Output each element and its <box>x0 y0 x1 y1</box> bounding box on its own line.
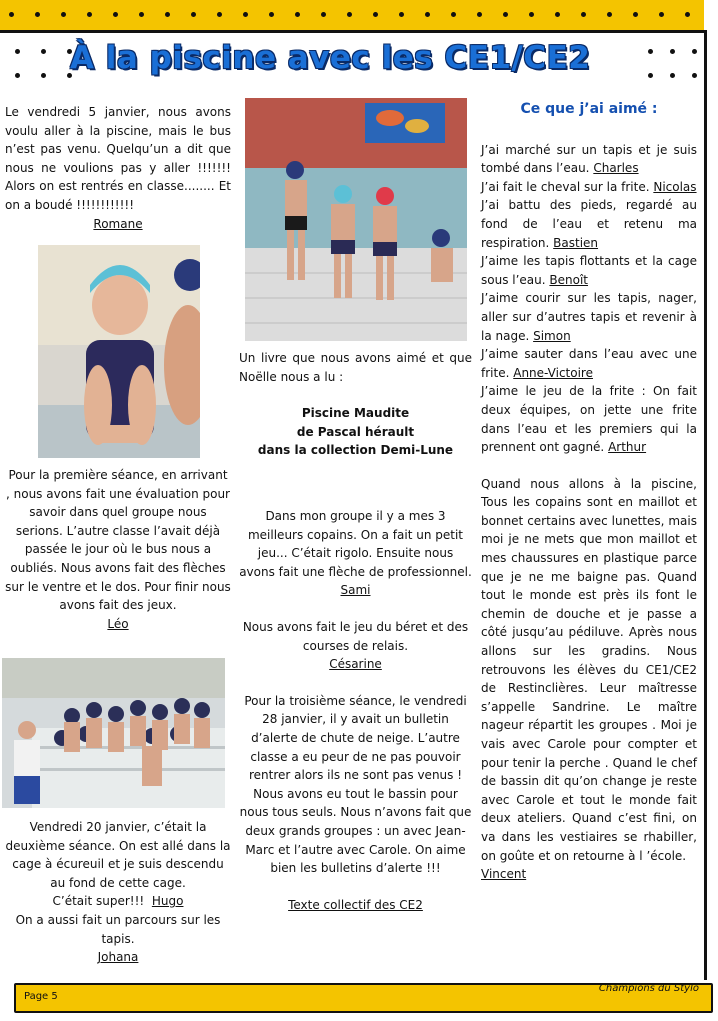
decorative-dot <box>269 12 274 17</box>
author-romane: Romane <box>93 216 143 231</box>
like-item <box>481 178 697 197</box>
book-intro: Un livre que nous avons aimé et que Noëlle nous a lu : <box>239 351 472 384</box>
like-item <box>481 345 697 382</box>
paragraph-friends: Dans mon groupe il y a mes 3 meilleurs copains. On a fait un petit jeu... C’était rigolo. Ensuite nous avons fait une flèche de professionnel. <box>239 509 472 579</box>
decorative-dot <box>217 12 222 17</box>
like-item <box>481 289 697 345</box>
paragraph-third-session: Pour la troisième séance, le vendredi 28 janvier, il y avait un bulletin d’alerte de chute de neige. L’autre classe a eu peur de ne pas pouvoir rentrer alors ils ne sont pas venus ! Nous avons eu tout le bassin pour nous tous seuls. Nous n’avons fait que deux grands groupes : un avec Jean-Marc et l’autre avec Carole. On aime bien les bulletins d’alerte !!! <box>239 693 472 876</box>
decorative-dot <box>670 73 675 78</box>
photo-group-on-stands <box>2 658 225 808</box>
decorative-dot <box>555 12 560 17</box>
decorative-dot <box>648 49 653 54</box>
paragraph-second-session: Vendredi 20 janvier, c’était la deuxième séance. On est allé dans la cage à écureuil et je suis descendu au fond de cette cage. <box>5 820 231 890</box>
decorative-dot <box>692 49 697 54</box>
decorative-dot <box>191 12 196 17</box>
decorative-dot <box>648 73 653 78</box>
band-border <box>0 30 706 33</box>
decorative-dot <box>113 12 118 17</box>
column-right <box>481 100 697 884</box>
top-yellow-band <box>0 0 704 30</box>
decorative-dot <box>607 12 612 17</box>
paragraph-parcours: On a aussi fait un parcours sur les tapis. <box>15 912 221 946</box>
decorative-dot <box>61 12 66 17</box>
decorative-dot <box>692 73 697 78</box>
decorative-dot <box>41 49 46 54</box>
author-sami: Sami <box>340 583 371 598</box>
author-hugo: Hugo <box>151 894 184 909</box>
like-item <box>481 382 697 456</box>
decorative-dot <box>399 12 404 17</box>
like-author: Benoît <box>549 272 589 287</box>
author-vincent: Vincent <box>481 867 527 882</box>
like-author: Bastien <box>553 235 599 250</box>
like-text: J’aime le jeu de la frite : On fait deux équipes, on jette une frite dans l’eau et les premiers qui la prennent ont gagné. <box>481 384 697 455</box>
page-title: À la piscine avec les CE1/CE2 <box>70 40 591 76</box>
like-text: J’aime courir sur les tapis, nager, aller sur d’autres tapis et revenir à la nage. <box>481 291 697 343</box>
decorative-dot <box>139 12 144 17</box>
decorative-dot <box>451 12 456 17</box>
author-leo: Léo <box>107 616 129 631</box>
like-text: J’ai marché sur un tapis et je suis tombé dans l’eau. <box>481 142 697 176</box>
photo-girl-swimmer <box>38 245 200 458</box>
decorative-dot <box>321 12 326 17</box>
decorative-dot <box>685 12 690 17</box>
book-collection: dans la collection Demi-Lune <box>257 443 454 458</box>
column-left <box>5 103 231 233</box>
like-author: Nicolas <box>653 179 697 194</box>
decorative-dot <box>581 12 586 17</box>
page-number: Page 5 <box>24 991 58 1002</box>
decorative-dot <box>503 12 508 17</box>
decorative-dot <box>425 12 430 17</box>
column-middle-stories <box>239 507 472 914</box>
likes-list <box>481 141 697 457</box>
magazine-name: Champions du Stylo <box>598 983 699 994</box>
decorative-dot <box>35 12 40 17</box>
author-johana: Johana <box>97 950 139 965</box>
paragraph-bus: Le vendredi 5 janvier, nous avons voulu aller à la piscine, mais le bus n’est pas venu. Quelqu’un a dit que nous ne voulions pas y aller !!!!!!! Alors on est rentrés en classe........ Et on a boudé !!!!!!!!!!!! <box>5 105 231 212</box>
book-title: Piscine Maudite <box>301 406 410 421</box>
section-heading: Ce que j’ai aimé : <box>520 101 658 117</box>
like-author: Arthur <box>608 440 647 455</box>
like-text: J’ai battu des pieds, regardé au fond de l’eau et retenu ma respiration. <box>481 198 697 250</box>
like-author: Simon <box>533 328 571 343</box>
like-text: J’aime les tapis flottants et la cage sous l’eau. <box>481 254 697 287</box>
book-author: de Pascal hérault <box>296 424 415 439</box>
decorative-dot <box>659 12 664 17</box>
paragraph-first-session: Pour la première séance, en arrivant , nous avons fait une évaluation pour savoir dans quel groupe nous serions. L’autre classe l’avait déjà passée le jour où le bus nous a oubliés. Nous avons fait des flèches sur le ventre et le dos. Pour finir nous avons fait des jeux. <box>5 468 231 613</box>
decorative-dot <box>15 73 20 78</box>
decorative-dot <box>529 12 534 17</box>
decorative-dot <box>633 12 638 17</box>
decorative-dot <box>9 12 14 17</box>
like-item <box>481 252 697 289</box>
decorative-dot <box>347 12 352 17</box>
decorative-dot <box>87 12 92 17</box>
author-cesarine: Césarine <box>329 657 382 672</box>
like-author: Anne-Victoire <box>513 365 593 380</box>
paragraph-games: Nous avons fait le jeu du béret et des courses de relais. <box>242 619 469 653</box>
paragraph-vincent: Quand nous allons à la piscine, Tous les copains sont en maillot et bonnet certains avec lunettes, mais moi je ne mets que mon maillot et mes chaussures en plastique parce que je ne me baigne pas. Quand tout le monde est près ils font le chemin de douche et je passe a côté jusqu’au pédiluve. Après nous allons sur les gradins. Nous retrouvons les élèves du CE1/CE2 de Restinclières. Leur maîtresse s’appelle Sandrine. Le maître nageur répartit les groupes . Moi je vais avec Carole pour compter et pour tenir la perche . Quand le chef de bassin dit qu’on change je reste avec Carole et tout le monde fait deux ateliers. Quand c’est fini, on va dans les vestiaires se rhabiller, on goûte et on retourne à l ’école. <box>481 476 697 863</box>
decorative-dot <box>477 12 482 17</box>
footer <box>14 977 711 1013</box>
column-left-bottom <box>5 818 231 967</box>
like-text: J’ai fait le cheval sur la frite. <box>481 179 650 194</box>
photo-kids-poolside <box>245 98 467 341</box>
column-left-mid <box>5 466 231 633</box>
decorative-dot <box>41 73 46 78</box>
like-item <box>481 196 697 252</box>
decorative-dot <box>373 12 378 17</box>
right-border <box>704 30 707 980</box>
paragraph-super: C’était super!!! <box>52 894 145 909</box>
column-middle <box>239 349 472 460</box>
decorative-dot <box>295 12 300 17</box>
decorative-dot <box>243 12 248 17</box>
like-item <box>481 141 697 178</box>
decorative-dot <box>15 49 20 54</box>
decorative-dot <box>670 49 675 54</box>
like-author: Charles <box>593 161 639 176</box>
like-text: J’aime sauter dans l’eau avec une frite. <box>481 347 697 380</box>
decorative-dot <box>165 12 170 17</box>
author-collective: Texte collectif des CE2 <box>288 897 423 912</box>
